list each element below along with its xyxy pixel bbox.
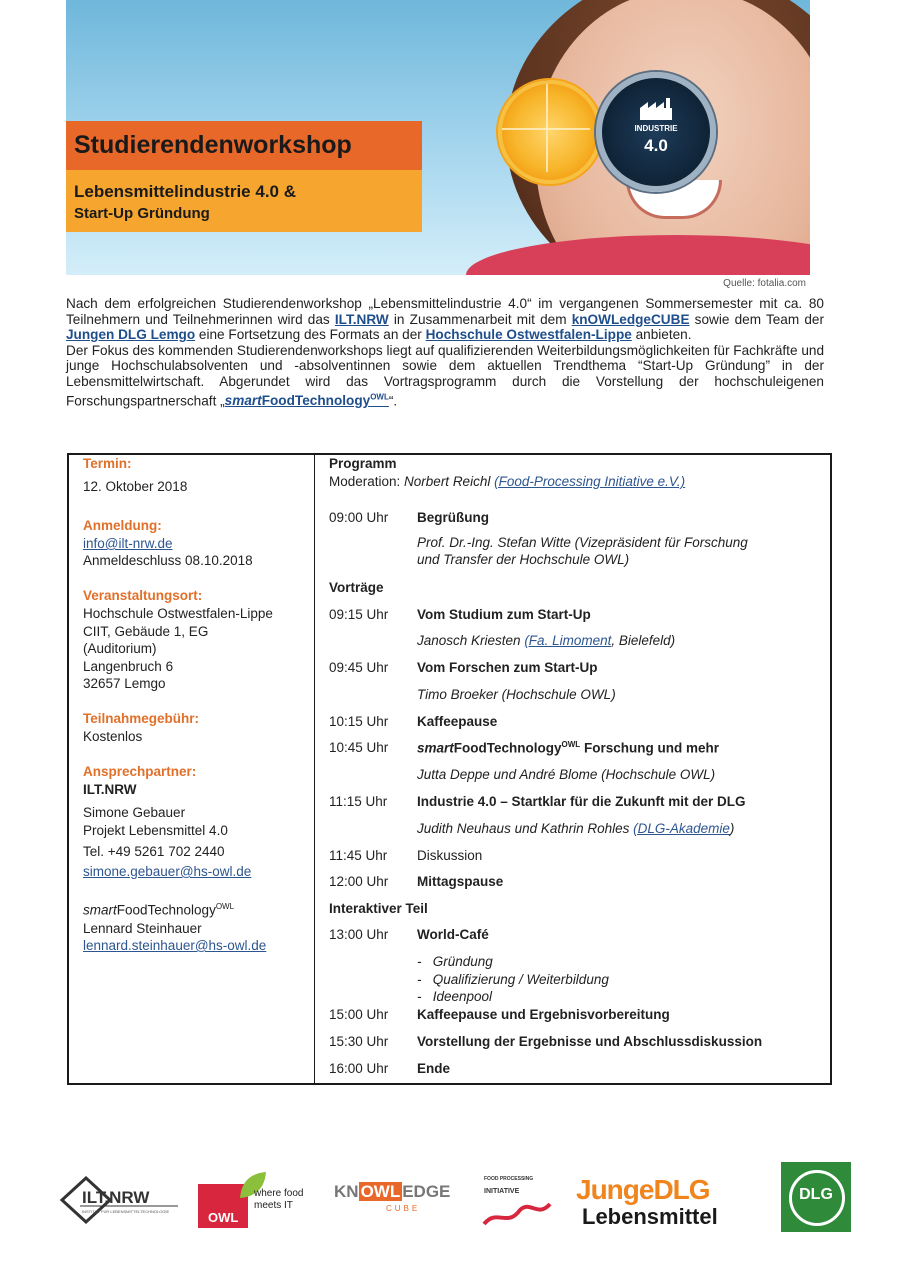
time-1600: 16:00 Uhr [329, 1061, 389, 1076]
time-0915: 09:15 Uhr [329, 607, 389, 622]
anmeldung-email-link[interactable]: info@ilt-nrw.de [83, 536, 173, 551]
fpi-swoosh-icon [482, 1198, 552, 1228]
subitem-1: - Gründung [417, 954, 493, 969]
item-1045 [417, 740, 719, 756]
intro-text-d: eine Fortsetzung des Formats an der [195, 327, 426, 343]
vortraege-heading: Vorträge [329, 580, 384, 595]
time-1145: 11:45 Uhr [329, 848, 388, 863]
item-1015: Kaffeepause [417, 714, 498, 729]
industrie-badge [596, 72, 716, 192]
gebuehr-label: Teilnahmegebühr: [83, 711, 200, 726]
desc-1115 [417, 821, 734, 836]
desc-1115-a: Judith Neuhaus und Kathrin Rohles [417, 821, 634, 836]
dlg-logo [781, 1162, 851, 1232]
kn-part-c: EDGE [402, 1182, 451, 1201]
sft-email-link[interactable]: lennard.steinhauer@hs-owl.de [83, 938, 267, 953]
item-1500: Kaffeepause und Ergebnisvorbereitung [417, 1007, 670, 1022]
kontakt-email-link[interactable]: simone.gebauer@hs-owl.de [83, 864, 252, 879]
program-table [67, 453, 832, 1085]
desc-0915 [417, 633, 675, 648]
time-1115: 11:15 Uhr [329, 794, 388, 809]
subitem-3: - Ideenpool [417, 989, 493, 1004]
time-1300: 13:00 Uhr [329, 927, 389, 942]
item-1045-tail: Forschung und mehr [580, 740, 719, 756]
item-1115: Industrie 4.0 – Startklar für die Zukunft mit der DLG [417, 794, 746, 809]
ort-line-1: Hochschule Ostwestfalen-Lippe [83, 606, 273, 621]
time-0945: 09:45 Uhr [329, 660, 389, 675]
sft-heading-sup: OWL [215, 902, 235, 911]
ilt-logo-text: ILT.NRW [82, 1188, 150, 1207]
column-divider [314, 455, 315, 1083]
kontakt-tel: Tel. +49 5261 702 2440 [83, 844, 225, 859]
title-bar [66, 121, 422, 170]
kn-logo-text [334, 1182, 450, 1202]
desc-0915-a: Janosch Kriesten [417, 633, 525, 648]
item-1300: World-Café [417, 927, 489, 942]
item-1145: Diskussion [417, 848, 483, 863]
intro-text-f: Der Fokus des kommenden Studierendenworkshops liegt auf qualifizierenden Weiterbildungsmöglichkeiten für Fachkräfte und junge Hochschulabsolventen und -absolventinnen sowie dem aktuellen Trendthema “Start-Up Gründung” in der Lebensmittelwirtschaft. Abgerundet wird das Vortragsprogramm durch die Vorstellung der hochschuleigenen Forschungspartnerschaft „ [66, 342, 824, 409]
food-processing-initiative-logo [478, 1176, 558, 1230]
item-1045-sup: OWL [561, 740, 581, 749]
ort-line-3: (Auditorium) [83, 641, 157, 656]
item-1530: Vorstellung der Ergebnisse und Abschlussdiskussion [417, 1034, 763, 1049]
kn-part-a: KN [334, 1182, 359, 1201]
time-1530: 15:30 Uhr [329, 1034, 389, 1049]
desc-1045: Jutta Deppe und André Blome (Hochschule OWL) [417, 767, 716, 782]
kontakt-label: Ansprechpartner: [83, 764, 197, 779]
image-source: Quelle: fotalia.com [723, 278, 806, 289]
item-0915: Vom Studium zum Start-Up [417, 607, 591, 622]
link-dlg-akademie[interactable]: (DLG-Akademie [633, 821, 730, 836]
termin-label: Termin: [83, 456, 132, 471]
subitem-2: - Qualifizierung / Weiterbildung [417, 972, 609, 987]
kn-logo-sub: CUBE [386, 1204, 421, 1213]
link-ilt-nrw[interactable]: ILT.NRW [334, 311, 389, 327]
moderation [329, 474, 685, 489]
owl-tagline-1: where food [254, 1188, 304, 1199]
sft-sup: OWL [370, 392, 389, 402]
anmeldung-deadline: Anmeldeschluss 08.10.2018 [83, 553, 253, 568]
ort-line-5: 32657 Lemgo [83, 676, 166, 691]
intro-text-c: sowie dem Team der [689, 311, 824, 327]
time-1045: 10:45 Uhr [329, 740, 389, 755]
subtitle-bar [66, 170, 422, 232]
desc-0900-a: Prof. Dr.-Ing. Stefan Witte (Vizepräsident für Forschung [417, 535, 748, 550]
ilt-logo-small: INSTITUT FÜR LEBENSMITTELTECHNOLOGIE [82, 1209, 170, 1214]
item-0900: Begrüßung [417, 510, 489, 525]
time-0900: 09:00 Uhr [329, 510, 389, 525]
sft-heading-italic: smart [83, 902, 117, 918]
sft-heading-rest: FoodTechnology [116, 902, 216, 918]
termin-value: 12. Oktober 2018 [83, 479, 188, 494]
time-1015: 10:15 Uhr [329, 714, 389, 729]
link-knowledgecube[interactable]: knOWLedgeCUBE [571, 311, 690, 327]
desc-0915-b: , Bielefeld) [611, 633, 676, 648]
factory-icon [640, 98, 672, 120]
intro-text [66, 296, 824, 409]
owl-logo [198, 1170, 308, 1228]
item-1045-italic: smart [417, 740, 454, 756]
link-smartfoodtechnology[interactable] [225, 393, 389, 408]
sft-italic: smart [224, 393, 262, 409]
kontakt-name: Simone Gebauer [83, 805, 186, 820]
fpi-text-1: FOOD PROCESSING [484, 1176, 534, 1182]
item-1200: Mittagspause [417, 874, 504, 889]
badge-line2: 4.0 [644, 136, 668, 155]
link-jungen-dlg[interactable]: Jungen DLG Lemgo [66, 327, 196, 343]
knowledgecube-logo [334, 1182, 459, 1222]
intro-text-e: anbieten. [631, 327, 692, 343]
junge-dlg-logo [576, 1174, 766, 1230]
moderation-name: Norbert Reichl [404, 474, 495, 489]
link-limoment[interactable]: (Fa. Limoment [524, 633, 612, 648]
moderation-prefix: Moderation: [329, 474, 405, 489]
ort-line-4: Langenbruch 6 [83, 659, 174, 674]
sft-rest: FoodTechnology [261, 393, 371, 409]
subitem-2-text: Qualifizierung / Weiterbildung [432, 972, 609, 987]
interaktiv-heading: Interaktiver Teil [329, 901, 428, 916]
badge-line1: INDUSTRIE [634, 124, 678, 133]
intro-paragraph-2 [66, 343, 824, 409]
desc-0945: Timo Broeker (Hochschule OWL) [417, 687, 616, 702]
subtitle-line1: Lebensmittelindustrie 4.0 & [74, 182, 296, 201]
fpi-text-2: INITIATIVE [484, 1188, 520, 1195]
intro-paragraph-1 [66, 296, 824, 343]
kn-part-b: OWL [360, 1182, 401, 1201]
dlg-logo-text: DLG [799, 1186, 833, 1203]
intro-text-b: in Zusammenarbeit mit dem [388, 311, 572, 327]
owl-logo-text: OWL [208, 1210, 239, 1225]
junge-dlg-sub: Lebensmittel [582, 1204, 718, 1229]
item-1600: Ende [417, 1061, 451, 1076]
kontakt-projekt: Projekt Lebensmittel 4.0 [83, 823, 228, 838]
moderation-link[interactable]: (Food-Processing Initiative e.V.) [494, 474, 686, 489]
link-hochschule-owl[interactable]: Hochschule Ostwestfalen-Lippe [425, 327, 632, 343]
program-heading: Programm [329, 456, 397, 471]
owl-tagline-2: meets IT [254, 1200, 293, 1211]
subitem-3-text: Ideenpool [432, 989, 493, 1004]
item-0945: Vom Forschen zum Start-Up [417, 660, 598, 675]
subtitle-line2: Start-Up Gründung [74, 205, 210, 222]
intro-text-a: Nach dem erfolgreichen Studierendenworkshop „Lebensmittelindustrie 4.0“ im vergangenen Sommersemester mit ca. 80 Teilnehmern und Teilnehmerinnen wird das [66, 296, 824, 327]
sft-heading [83, 902, 234, 918]
ort-line-2: CIIT, Gebäude 1, EG [83, 624, 209, 639]
hero-shirt [466, 235, 810, 275]
time-1500: 15:00 Uhr [329, 1007, 389, 1022]
gebuehr-value: Kostenlos [83, 729, 143, 744]
anmeldung-label: Anmeldung: [83, 518, 162, 533]
orange-slice-icon [498, 80, 602, 184]
page-title: Studierendenworkshop [74, 131, 352, 159]
kontakt-org: ILT.NRW [83, 782, 137, 797]
ilt-nrw-logo [60, 1176, 180, 1224]
ort-label: Veranstaltungsort: [83, 588, 203, 603]
time-1200: 12:00 Uhr [329, 874, 389, 889]
intro-text-g: “. [388, 393, 398, 409]
junge-dlg-text: JungeDLG [576, 1174, 710, 1205]
desc-0900-b: und Transfer der Hochschule OWL) [417, 552, 630, 567]
desc-1115-b: ) [729, 821, 735, 836]
sft-name: Lennard Steinhauer [83, 921, 202, 936]
item-1045-rest: FoodTechnology [453, 740, 562, 756]
subitem-1-text: Gründung [432, 954, 493, 969]
partner-logos [0, 1160, 909, 1240]
